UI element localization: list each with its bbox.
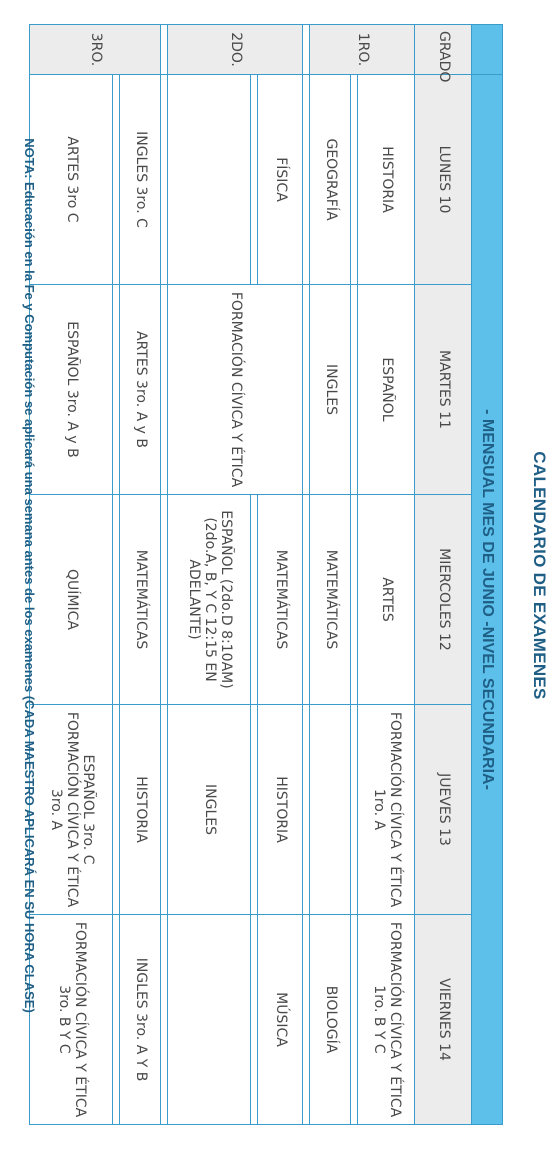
table-cell: ESPAÑOL (2do.D 8:10AM) (2do.A, B, Y C 12:15 EN ADELANTE) (168, 495, 251, 705)
spacer-row (113, 25, 120, 1125)
header-day-wednesday: MIERCOLES 12 (415, 495, 472, 705)
table-row (358, 25, 415, 1125)
table-cell: MÚSICA (258, 915, 303, 1125)
table-cell: FORMACIÓN CÍVICA Y ÉTICA 1ro. A (358, 705, 415, 915)
table-banner: - MENSUAL MES DE JUNIO -NIVEL SECUNDARIA- (472, 75, 503, 1125)
table-cell: ARTES 3ro C (30, 75, 113, 285)
header-grade: GRADO (415, 25, 472, 75)
header-day-friday: VIERNES 14 (415, 915, 472, 1125)
table-cell: HISTORIA (258, 705, 303, 915)
table-row (258, 25, 303, 1125)
header-day-thursday: JUEVES 13 (415, 705, 472, 915)
table-cell: FÍSICA (258, 75, 303, 285)
grade-label-1ro: 1RO. (310, 25, 415, 75)
table-cell (168, 915, 251, 1125)
table-cell: HISTORIA (358, 75, 415, 285)
spacer-row (161, 25, 168, 1125)
table-cell: FORMACIÓN CÍVICA Y ÉTICA 1ro. B Y C (358, 915, 415, 1125)
page-title: CALENDARIO DE EXAMENES (530, 451, 549, 700)
table-cell: ESPAÑOL 3ro. C FORMACIÓN CÍVICA Y ÉTICA 3ro. A (30, 705, 113, 915)
table-cell: MATEMÁTICAS (120, 495, 161, 705)
exam-calendar-table (29, 24, 503, 1124)
table-cell: MATEMÁTICAS (310, 495, 351, 705)
spacer-row (351, 25, 358, 1125)
grade-label-3ro: 3RO. (30, 25, 161, 75)
header-row (415, 25, 472, 1125)
table-cell (168, 75, 251, 285)
table-cell: INGLES 3ro. A Y B (120, 915, 161, 1125)
table-cell: HISTORIA (120, 705, 161, 915)
table-cell: FORMACIÓN CÍVICA Y ÉTICA (168, 285, 303, 495)
header-day-tuesday: MARTES 11 (415, 285, 472, 495)
table-cell: INGLES (310, 285, 351, 495)
table-cell: INGLES (168, 705, 251, 915)
table-row (30, 25, 113, 1125)
table-row (310, 25, 351, 1125)
grade-label-2do: 2DO. (168, 25, 303, 75)
table-cell: ARTES (358, 495, 415, 705)
header-day-monday: LUNES 10 (415, 75, 472, 285)
table-row (120, 25, 161, 1125)
table-cell: INGLES 3ro. C (120, 75, 161, 285)
footnote: NOTA: Educación en la Fe y Computación se aplicará una semana antes de los examenes (CADA MAESTRO APLICARÁ EN SU HORA CLASE) (22, 138, 37, 1013)
table-cell: QUÍMICA (30, 495, 113, 705)
table-cell: BIOLOGÍA (310, 915, 351, 1125)
table-cell: MATEMÁTICAS (258, 495, 303, 705)
table-row (168, 25, 251, 1125)
table-cell: ESPAÑOL 3ro. A y B (30, 285, 113, 495)
spacer-row (303, 25, 310, 1125)
table-cell (310, 705, 351, 915)
table-cell: ESPAÑOL (358, 285, 415, 495)
table-cell: ARTES 3ro. A y B (120, 285, 161, 495)
table-cell: GEOGRAFÍA (310, 75, 351, 285)
banner-row (472, 25, 503, 1125)
spacer-row (251, 25, 258, 1125)
table-cell: FORMACIÓN CÍVICA Y ÉTICA 3ro. B Y C (30, 915, 113, 1125)
